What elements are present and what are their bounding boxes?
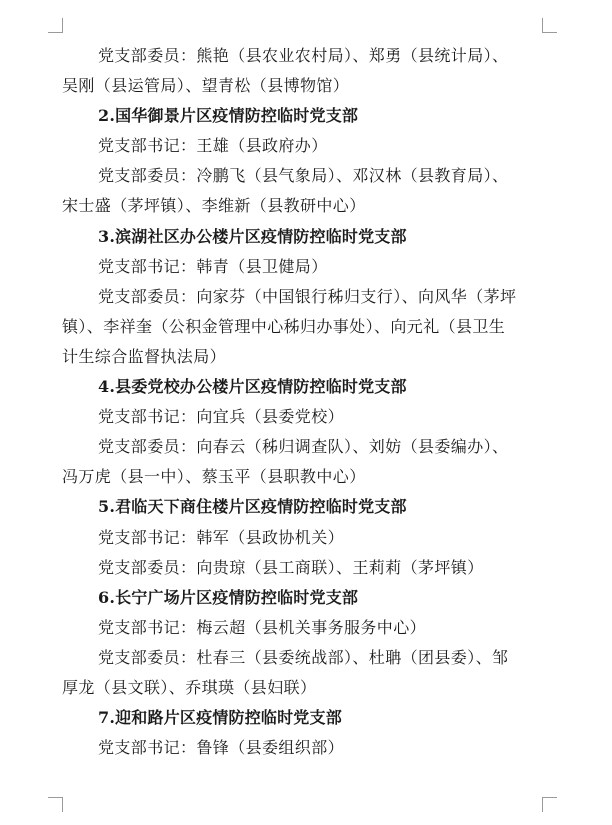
text-line: 党支部委员：向家芬（中国银行秭归支行）、向风华（茅坪 — [98, 286, 517, 306]
text-line: 党支部书记：韩军（县政协机关） — [98, 527, 345, 547]
text-line: 党支部委员：向春云（秭归调查队）、刘妨（县委编办）、 — [98, 437, 509, 457]
text-line: 党支部委员：熊艳（县农业农村局）、郑勇（县统计局）、 — [98, 46, 509, 65]
section-heading: 6.长宁广场片区疫情防控临时党支部 — [98, 587, 359, 607]
text-line: 党支部书记：王雄（县政府办） — [98, 136, 328, 156]
section-heading: 3.滨湖社区办公楼片区疫情防控临时党支部 — [98, 226, 407, 246]
crop-mark-top-left — [48, 18, 63, 33]
text-line: 党支部委员：冷鹏飞（县气象局）、邓汉林（县教育局）、 — [98, 166, 509, 186]
text-line: 党支部书记：鲁锋（县委组织部） — [98, 738, 345, 758]
text-line: 镇）、李祥奎（公积金管理中心秭归办事处）、向元礼（县卫生 — [62, 316, 506, 336]
section-heading: 2.国华御景片区疫情防控临时党支部 — [98, 106, 359, 126]
text-line: 党支部委员：杜春三（县委统战部）、杜聃（团县委）、邹 — [98, 647, 509, 667]
text-line: 党支部书记：韩青（县卫健局） — [98, 256, 328, 276]
document-page — [62, 41, 546, 763]
section-heading: 5.君临天下商住楼片区疫情防控临时党支部 — [98, 497, 407, 517]
section-heading: 4.县委党校办公楼片区疫情防控临时党支部 — [98, 377, 407, 397]
text-line: 党支部书记：向宜兵（县委党校） — [98, 407, 345, 427]
crop-mark-bottom-right — [542, 797, 557, 812]
text-line: 吴刚（县运管局）、望青松（县博物馆） — [62, 76, 350, 96]
text-line: 计生综合监督执法局） — [62, 346, 227, 366]
text-line: 党支部书记：梅云超（县机关事务服务中心） — [98, 617, 427, 637]
section-heading: 7.迎和路片区疫情防控临时党支部 — [98, 708, 342, 728]
text-line: 冯万虎（县一中）、蔡玉平（县职教中心） — [62, 467, 366, 487]
crop-mark-bottom-left — [48, 797, 63, 812]
text-line: 党支部委员：向贵琼（县工商联）、王莉莉（茅坪镇） — [98, 557, 484, 577]
text-line: 厚龙（县文联）、乔琪瑛（县妇联） — [62, 677, 317, 697]
text-line: 宋士盛（茅坪镇）、李维新（县教研中心） — [62, 196, 366, 216]
crop-mark-top-right — [542, 18, 557, 33]
